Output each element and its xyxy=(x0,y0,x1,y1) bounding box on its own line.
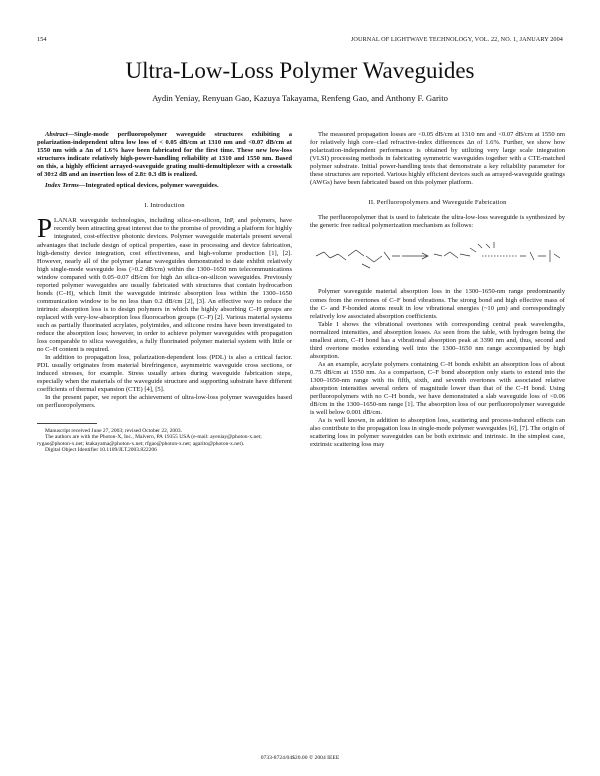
index-terms-label: Index Terms— xyxy=(45,182,86,190)
journal-header: JOURNAL OF LIGHTWAVE TECHNOLOGY, VOL. 22, NO. 1, JANUARY 2004 xyxy=(350,36,563,43)
right-column xyxy=(310,131,565,449)
index-terms-text: Integrated optical devices, polymer waveguides. xyxy=(85,182,219,190)
footnote-rule xyxy=(37,423,97,424)
author-list: Aydin Yeniay, Renyuan Gao, Kazuya Takayama, Renfeng Gao, and Anthony F. Garito xyxy=(152,93,448,103)
section-heading-perfluoropolymers: II. Perfluoropolymers and Waveguide Fabrication xyxy=(368,199,507,207)
intro-paragraph-1-text: LANAR waveguide technologies, including silica-on-silicon, InP, and polymers, have recently been attracting great interest due to the promise of providing a platform for highly integrated, cost-effective photonic devices. Polymer waveguide materials present several advantages that include design of optical properties, ease in processing and device fabrication, high-density device integration, cost effectiveness, and high-volume production [1], [2]. However, nearly all of the polymer planar waveguides demonstrated to date exhibit relatively high single-mode waveguide loss (>0.2 dB/cm) within the 1300–1650 nm telecommunications window compared with 0.05–0.07 dB/cm for high Δn silica-on-silicon waveguides. Previously reported polymer waveguides are usually fabricated with structures that contain hydrocarbon bonds (C–H), which limit the waveguide intrinsic absorption loss within the 1300–1650 communication window to be no less than 0.2 dB/cm [2], [3]. An effective way to reduce the intrinsic absorption loss is to design polymers in which the highly absorbing C–H groups are replaced with very-low-absorption loss fluorocarbon groups (C–F) [2]. Various material systems such as partially fluorinated acrylates, polyimides, and silicone resins have been investigated to reduce the absorption loss; however, in order to achieve polymer waveguides with propagation loss comparable to silica waveguides, a fully fluorinated polymer material system with little or no C–H content is required. xyxy=(37,217,292,354)
page-number: 154 xyxy=(37,36,47,43)
right-paragraph-5: As an example, acrylate polymers containing C–H bonds exhibit an absorption loss of about 0.75 dB/cm at 1550 nm. As a comparison, C–F bond absorption only starts to extend into the 1300–1650-nm range with its fifth, sixth, and seventh overtones with associated relative absorption intensities several orders of magnitude lower than that of the C–H bond. Using perfluoropolymers with no C–H bonds, we have demonstrated a slab waveguide loss of <0.06 dB/cm in the 1300–1650-nm range [1]. The absorption loss of our perfluoropolymer waveguide is well below 0.001 dB/cm. xyxy=(310,360,565,417)
intro-paragraph-2: In addition to propagation loss, polarization-dependent loss (PDL) is also a critical factor. PDL usually originates from material birefringence, asymmetric waveguide cross sections, or induced stresses, for example. Stress usually arises during waveguide fabrication steps, especially when the materials of the waveguide structure and supporting substrate have different coefficients of thermal expansion (CTE) [4], [5]. xyxy=(37,354,292,394)
intro-paragraph-3: In the present paper, we report the achievement of ultra-low-loss polymer waveguides based on perfluoropolymers. xyxy=(37,394,292,410)
section-heading-introduction: I. Introduction xyxy=(144,202,185,210)
footnote-received: Manuscript received June 27, 2003; revised October 22, 2003. xyxy=(45,427,183,434)
right-paragraph-6: As is well known, in addition to absorption loss, scattering and process-induced effects can also contribute to the propagation loss in single-mode polymer waveguides [6], [7]. The origin of scattering loss in polymer waveguides can be both extrinsic and intrinsic. In the simplest case, extrinsic scattering loss may xyxy=(310,417,565,449)
abstract-label: Abstract— xyxy=(45,131,75,138)
footnote-authors: The authors are with the Photon-X, Inc., Malvern, PA 19355 USA (e-mail: ayeniay@photon-x.net; rygao@photon-x.net; ktakayama@photon-x.net; rfgao@photon-x.net; agarito@photon-x.net). xyxy=(37,434,262,447)
right-paragraph-4: Table I shows the vibrational overtones with corresponding central peak wavelengths, normalized intensities, and absorption losses. As seen from the table, with hydrogen being the smallest atom, C–H bond has a vibrational absorption peak at 3390 nm and, thus, second and third overtone modes extending well into the 1300–1650 nm range accompanied by high absorption. xyxy=(310,320,565,360)
footnote-doi: Digital Object Identifier 10.1109/JLT.2003.822206 xyxy=(45,447,157,454)
abstract xyxy=(37,131,292,179)
left-column xyxy=(37,131,292,454)
abstract-text: Single-mode perfluoropolymer waveguide structures exhibiting a polarization-independent ultra low loss of < 0.05 dB/cm at 1310 nm and <0.07 dB/cm at 1550 nm with a Δn of 1.6% have been fabricated for the first time. These new low-loss structures indicate relatively high-power-handling reliability at 1310 and 1550 nm. Based on this, a highly efficient arrayed-waveguide grating multi-demultiplexer with a crosstalk of 30±2 dB and an insertion loss of 2.8± 0.3 dB is realized. xyxy=(37,131,292,179)
right-paragraph-1: The measured propagation losses are <0.05 dB/cm at 1310 nm and <0.07 dB/cm at 1550 nm for relatively high core–clad refractive-index differences Δn of 1.6%. Further, we show how polarization-independent performance is obtained by utilizing very large scale integration (VLSI) processing methods in fabricating symmetric waveguides together with a CTE-matched polymer substrate. Initial power-handling tests that demonstrate a key reliability parameter for these structures are reported. Various highly efficient devices such as arrayed-waveguide gratings (AWGs) have been fabricated based on this polymer platform. xyxy=(310,131,565,187)
right-paragraph-3: Polymer waveguide material absorption loss in the 1300–1650-nm range predominantly comes from the overtones of C–F bond vibrations. The strong bond and high effective mass of the C- and F-bonded atoms result in low vibrational energies (~10 μm) and correspondingly relatively low associated absorption coefficients. xyxy=(310,288,565,320)
right-paragraph-2: The perfluoropolymer that is used to fabricate the ultra-low-loss waveguide is synthesized by the generic free radical polymerization mechanism as follows: xyxy=(310,214,565,230)
polymerization-scheme-icon xyxy=(310,234,565,280)
drop-cap: P xyxy=(37,213,53,244)
polymerization-formula-image xyxy=(310,234,565,280)
paper-title: Ultra-Low-Loss Polymer Waveguides xyxy=(125,58,475,83)
intro-paragraph-1 xyxy=(37,213,292,354)
copyright-footer: 0733-8724/04$20.00 © 2004 IEEE xyxy=(260,755,340,761)
index-terms xyxy=(37,182,292,190)
